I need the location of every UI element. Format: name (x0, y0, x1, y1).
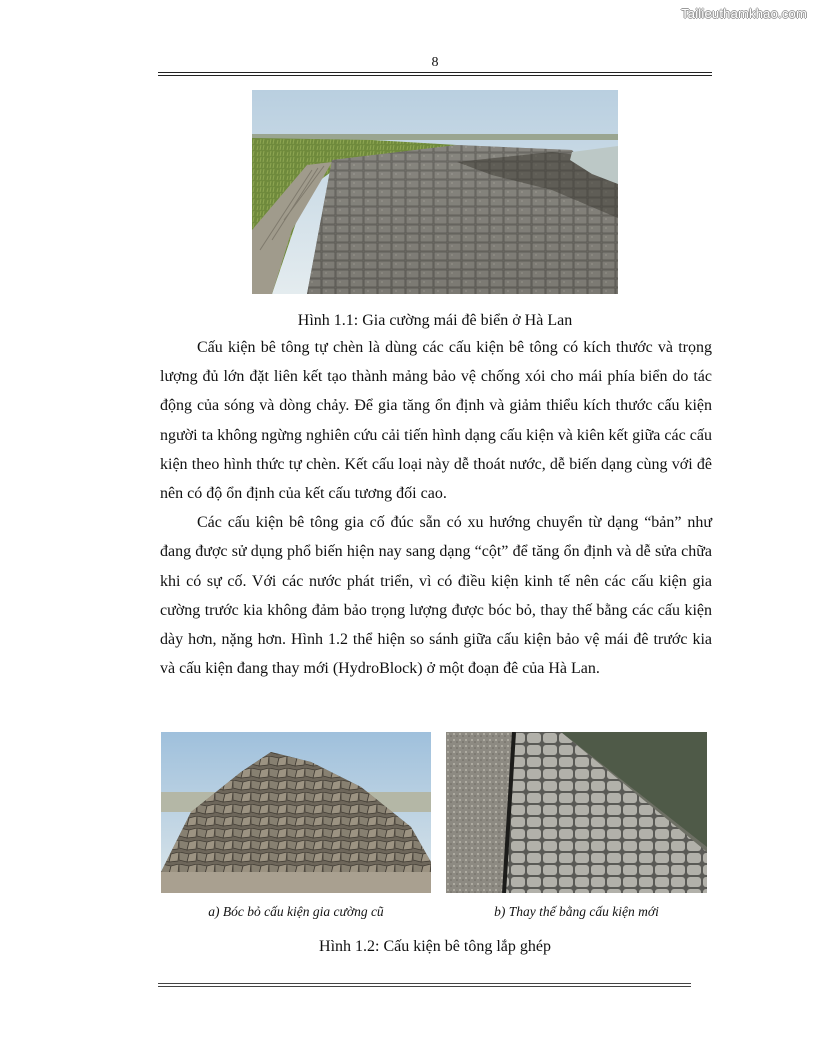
footer-rule-secondary (158, 986, 691, 987)
figure-1-2a-subcaption: a) Bóc bỏ cấu kiện gia cường cũ (208, 904, 384, 919)
figure-1-2b-photo (446, 732, 707, 893)
figure-1-1-photo (252, 90, 618, 294)
figure-1-2b-subcaption: b) Thay thế bằng cấu kiện mới (494, 904, 659, 919)
figure-1-2-caption: Hình 1.2: Cấu kiện bê tông lắp ghép (319, 938, 551, 955)
figure-1-1-caption: Hình 1.1: Gia cường mái đê biển ở Hà Lan (297, 312, 573, 329)
body-text (160, 333, 712, 683)
figure-1-2a-photo (161, 732, 431, 893)
page-number: 8 (431, 55, 439, 70)
removed-blocks-pile-image (161, 732, 431, 893)
header-rule (158, 72, 712, 73)
paragraph-2: Các cấu kiện bê tông gia cố đúc sẵn có xu hướng chuyển từ dạng “bản” như đang được sử dụng phổ biến hiện nay sang dạng “cột” để tăng ổn định và dễ sửa chữa khi có sự cố. Với các nước phát triển, vì có điều kiện kinh tế nên các cấu kiện gia cường trước kia không đảm bảo trọng lượng được bóc bỏ, thay thế bằng các cấu kiện dày hơn, nặng hơn. Hình 1.2 thể hiện so sánh giữa cấu kiện bảo vệ mái đê trước kia và cấu kiện đang thay mới (HydroBlock) ở một đoạn đê của Hà Lan. (160, 514, 712, 678)
watermark: Tailieuthamkhao.com (681, 6, 807, 21)
footer-rule (158, 983, 691, 984)
paragraph-1: Cấu kiện bê tông tự chèn là dùng các cấu kiện bê tông có kích thước và trọng lượng đủ lớn đặt liên kết tạo thành mảng bảo vệ chống xói cho mái phía biển do tác động của sóng và dòng chảy. Để gia tăng ổn định và giảm thiểu kích thước cấu kiện người ta không ngừng nghiên cứu cải tiến hình dạng cấu kiện và kiên kết giữa các cấu kiện theo hình thức tự chèn. Kết cấu loại này dễ thoát nước, dễ biến dạng cùng với đê nên có độ ổn định của kết cấu tương đối cao. (160, 339, 712, 503)
header-rule-secondary (158, 75, 712, 76)
dike-revetment-image (252, 90, 618, 294)
new-blocks-revetment-image (446, 732, 707, 893)
